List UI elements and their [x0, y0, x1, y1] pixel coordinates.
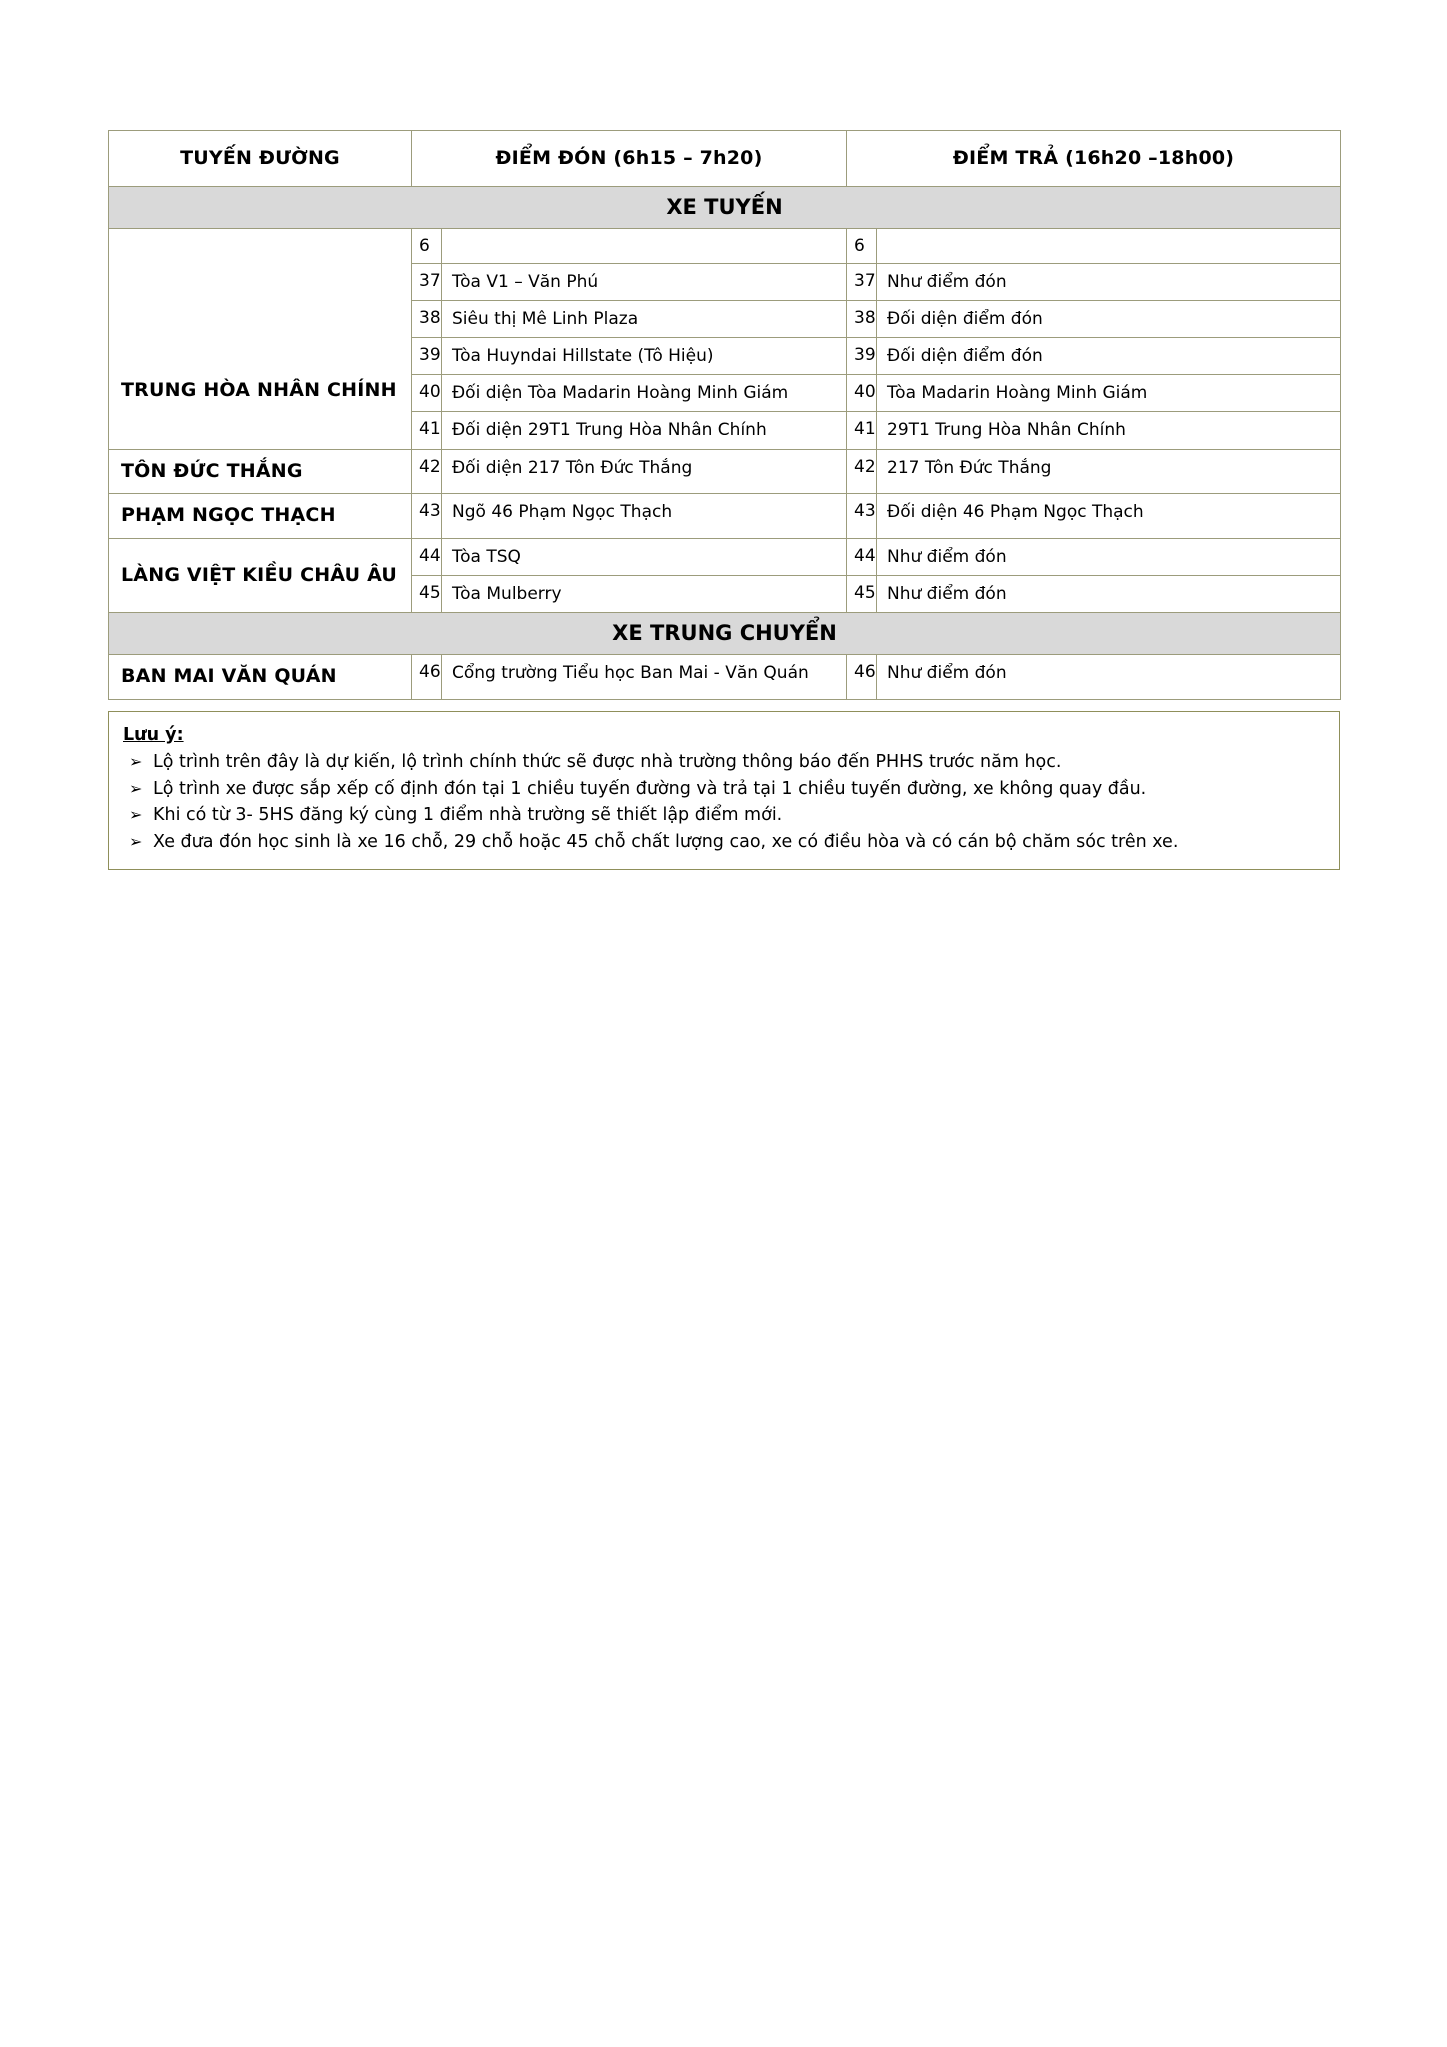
- pickup-place: Đối diện Tòa Madarin Hoàng Minh Giám: [442, 375, 847, 412]
- pickup-number: 44: [412, 539, 442, 576]
- dropoff-number: 44: [847, 539, 877, 576]
- notes-title: Lưu ý:: [123, 724, 184, 745]
- pickup-number: 38: [412, 301, 442, 338]
- dropoff-number: 38: [847, 301, 877, 338]
- dropoff-number: 43: [847, 494, 877, 539]
- pickup-number: 39: [412, 338, 442, 375]
- dropoff-place: 217 Tôn Đức Thắng: [877, 449, 1341, 494]
- pickup-place: [442, 229, 847, 264]
- pickup-number: 42: [412, 449, 442, 494]
- table-row: [109, 539, 1341, 576]
- pickup-place: Tòa Mulberry: [442, 576, 847, 613]
- route-label-trung-hoa-nhan-chinh: TRUNG HÒA NHÂN CHÍNH: [121, 379, 397, 401]
- dropoff-place: Như điểm đón: [877, 655, 1341, 700]
- bus-route-table: [108, 130, 1341, 700]
- table-row: [109, 449, 1341, 494]
- pickup-number: 37: [412, 264, 442, 301]
- note-item: [123, 750, 1325, 775]
- arrow-bullet-icon: ➢: [129, 778, 143, 798]
- dropoff-number: 46: [847, 655, 877, 700]
- header-pickup: ĐIỂM ĐÓN (6h15 – 7h20): [412, 131, 847, 187]
- dropoff-place: Đối diện điểm đón: [877, 301, 1341, 338]
- note-item: [123, 777, 1325, 802]
- table-header-row: [109, 131, 1341, 187]
- section-band-row-xe-trung-chuyen: [109, 613, 1341, 655]
- route-label-lang-viet-kieu-chau-au: LÀNG VIỆT KIỀU CHÂU ÂU: [109, 539, 412, 613]
- dropoff-place: Như điểm đón: [877, 539, 1341, 576]
- pickup-place: Đối diện 217 Tôn Đức Thắng: [442, 449, 847, 494]
- arrow-bullet-icon: ➢: [129, 832, 143, 852]
- table-row: [109, 229, 1341, 264]
- note-text: Khi có từ 3- 5HS đăng ký cùng 1 điểm nhà trường sẽ thiết lập điểm mới.: [153, 805, 783, 826]
- dropoff-number: 45: [847, 576, 877, 613]
- dropoff-place: Đối diện điểm đón: [877, 338, 1341, 375]
- dropoff-place: [877, 229, 1341, 264]
- section-band-row-xe-tuyen: [109, 187, 1341, 229]
- route-label-pham-ngoc-thach: PHẠM NGỌC THẠCH: [109, 494, 412, 539]
- note-text: Xe đưa đón học sinh là xe 16 chỗ, 29 chỗ hoặc 45 chỗ chất lượng cao, xe có điều hòa và có cán bộ chăm sóc trên xe.: [153, 832, 1179, 853]
- pickup-number: 6: [412, 229, 442, 264]
- pickup-number: 43: [412, 494, 442, 539]
- route-cell-trung-hoa-nhan-chinh: [109, 229, 412, 450]
- dropoff-place: Tòa Madarin Hoàng Minh Giám: [877, 375, 1341, 412]
- dropoff-place: Như điểm đón: [877, 264, 1341, 301]
- notes-box: [108, 711, 1340, 870]
- dropoff-number: 6: [847, 229, 877, 264]
- pickup-place: Ngõ 46 Phạm Ngọc Thạch: [442, 494, 847, 539]
- dropoff-place: Đối diện 46 Phạm Ngọc Thạch: [877, 494, 1341, 539]
- dropoff-number: 39: [847, 338, 877, 375]
- section-title-xe-trung-chuyen: XE TRUNG CHUYỂN: [109, 613, 1341, 655]
- note-item: [123, 830, 1325, 855]
- dropoff-number: 37: [847, 264, 877, 301]
- dropoff-number: 40: [847, 375, 877, 412]
- route-label-ton-duc-thang: TÔN ĐỨC THẮNG: [109, 449, 412, 494]
- table-row: [109, 655, 1341, 700]
- pickup-number: 46: [412, 655, 442, 700]
- dropoff-number: 41: [847, 412, 877, 449]
- pickup-number: 41: [412, 412, 442, 449]
- note-text: Lộ trình xe được sắp xếp cố định đón tại 1 chiều tuyến đường và trả tại 1 chiều tuyến đường, xe không quay đầu.: [153, 778, 1147, 799]
- note-item: [123, 803, 1325, 828]
- route-label-ban-mai-van-quan: BAN MAI VĂN QUÁN: [109, 655, 412, 700]
- dropoff-place: 29T1 Trung Hòa Nhân Chính: [877, 412, 1341, 449]
- pickup-place: Tòa Huyndai Hillstate (Tô Hiệu): [442, 338, 847, 375]
- header-route: TUYẾN ĐƯỜNG: [109, 131, 412, 187]
- header-dropoff: ĐIỂM TRẢ (16h20 –18h00): [847, 131, 1341, 187]
- table-row: [109, 494, 1341, 539]
- note-text: Lộ trình trên đây là dự kiến, lộ trình chính thức sẽ được nhà trường thông báo đến PHHS trước năm học.: [153, 751, 1062, 772]
- pickup-place: Đối diện 29T1 Trung Hòa Nhân Chính: [442, 412, 847, 449]
- dropoff-number: 42: [847, 449, 877, 494]
- pickup-place: Tòa V1 – Văn Phú: [442, 264, 847, 301]
- pickup-number: 45: [412, 576, 442, 613]
- pickup-place: Tòa TSQ: [442, 539, 847, 576]
- section-title-xe-tuyen: XE TUYẾN: [109, 187, 1341, 229]
- arrow-bullet-icon: ➢: [129, 751, 143, 771]
- dropoff-place: Như điểm đón: [877, 576, 1341, 613]
- pickup-place: Cổng trường Tiểu học Ban Mai - Văn Quán: [442, 655, 847, 700]
- pickup-number: 40: [412, 375, 442, 412]
- pickup-place: Siêu thị Mê Linh Plaza: [442, 301, 847, 338]
- arrow-bullet-icon: ➢: [129, 805, 143, 825]
